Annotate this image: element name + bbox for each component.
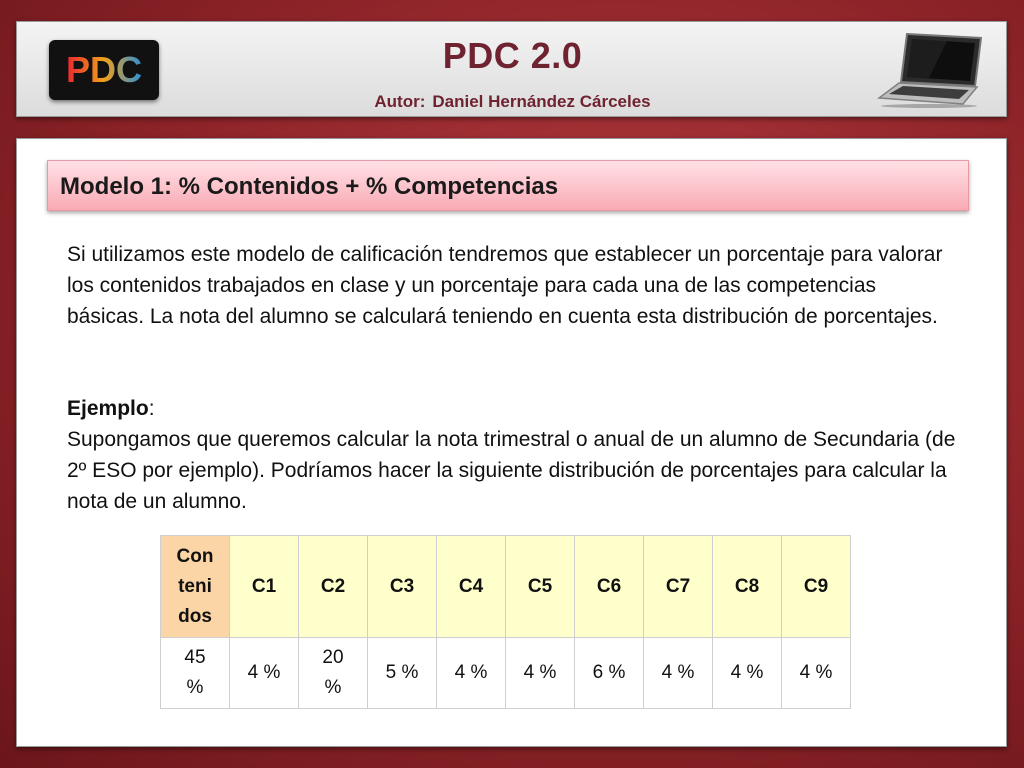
header-cell: C4 [437, 536, 506, 638]
header-cell: C8 [713, 536, 782, 638]
intro-paragraph: Si utilizamos este modelo de calificación tendremos que establecer un porcentaje para valorar los contenidos trabajados en clase y un porcentaje para cada una de las competencias básicas. La nota del alumno se calculará teniendo en cuenta esta distribución de porcentajes. [67, 243, 943, 328]
author-line [17, 92, 1008, 112]
example-paragraph: Supongamos que queremos calcular la nota trimestral o anual de un alumno de Secundaria (de 2º ESO por ejemplo). Podríamos hacer la siguiente distribución de porcentajes para calcular la nota de un alumno. [67, 428, 956, 513]
header-cell: C3 [368, 536, 437, 638]
section-heading: Modelo 1: % Contenidos + % Competencias [60, 173, 559, 200]
table-header-row [161, 536, 851, 638]
table-values-row [161, 638, 851, 709]
value-cell: 4 % [230, 638, 299, 709]
slide-content [16, 138, 1007, 747]
value-cell: 4 % [644, 638, 713, 709]
header-cell: C7 [644, 536, 713, 638]
page-title: PDC 2.0 [442, 35, 583, 76]
header-cell-contenidos: Contenidos [161, 536, 230, 638]
value-cell: 4 % [506, 638, 575, 709]
value-cell: 4 % [782, 638, 851, 709]
laptop-icon [877, 30, 989, 108]
header-cell: C9 [782, 536, 851, 638]
example-colon: : [148, 397, 155, 420]
value-cell: 20 % [299, 638, 368, 709]
header-cell: C5 [506, 536, 575, 638]
author-name: Daniel Hernández Cárceles [432, 92, 651, 111]
example-label: Ejemplo [67, 397, 149, 420]
percentage-table [160, 535, 851, 709]
value-cell: 5 % [368, 638, 437, 709]
header-cell: C1 [230, 536, 299, 638]
example-heading [67, 393, 155, 424]
slide-header [16, 21, 1007, 117]
value-cell: 45 % [161, 638, 230, 709]
value-cell: 4 % [713, 638, 782, 709]
author-label: Autor: [374, 92, 426, 111]
logo-text: PDC [65, 49, 143, 90]
value-cell: 6 % [575, 638, 644, 709]
section-banner [47, 160, 969, 211]
header-cell: C2 [299, 536, 368, 638]
header-cell: C6 [575, 536, 644, 638]
value-cell: 4 % [437, 638, 506, 709]
